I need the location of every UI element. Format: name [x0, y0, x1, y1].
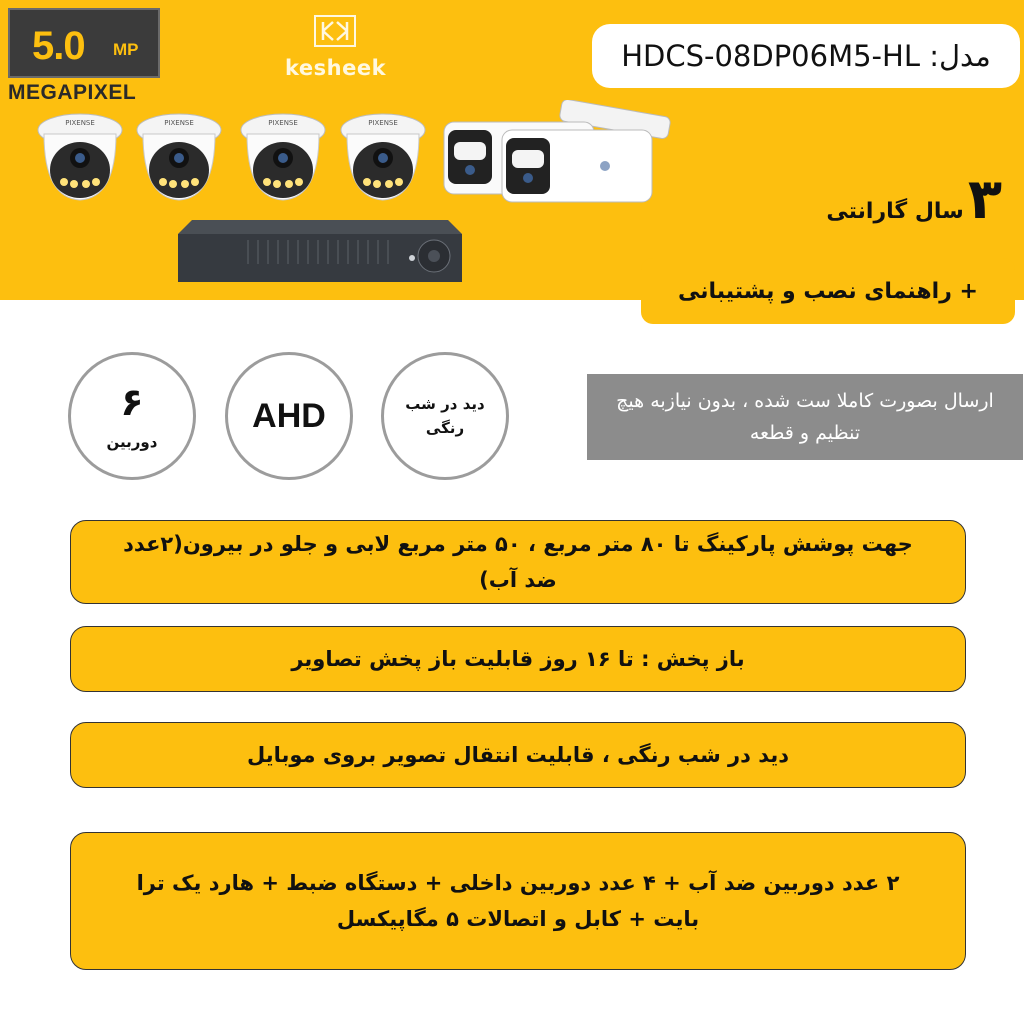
feature-package-contents-text: ۲ عدد دوربین ضد آب + ۴ عدد دوربین داخلی + دستگاه ضبط + هارد یک ترا بایت + کابل و اتصالات ۵ مگاپیکسل: [136, 871, 900, 931]
feature-coverage: [70, 520, 966, 604]
feature-coverage-text: جهت پوشش پارکینگ تا ۸۰ متر مربع ، ۵۰ متر مربع لابی و جلو در بیرون(۲عدد ضد آب): [123, 532, 913, 592]
camera-count-circle: [68, 352, 196, 480]
night-vision-label: دید در شب رنگی: [405, 395, 485, 437]
megapixel-word: MEGAPIXEL: [8, 81, 137, 104]
svg-text:PIXENSE: PIXENSE: [268, 119, 298, 127]
warranty: [826, 167, 1002, 232]
model-label: [592, 24, 1020, 88]
camera-count: ۶: [120, 380, 144, 424]
dome-camera-icon: [133, 108, 225, 204]
dvr-recorder-icon: [178, 220, 462, 282]
svg-text:PIXENSE: PIXENSE: [65, 119, 95, 127]
svg-text:PIXENSE: PIXENSE: [368, 119, 398, 127]
svg-text:PIXENSE: PIXENSE: [164, 119, 194, 127]
support-text: + راهنمای نصب و پشتیبانی: [678, 278, 978, 304]
tech-circle: [225, 352, 353, 480]
feature-playback-text: باز پخش : تا ۱۶ روز قابلیت باز پخش تصاویر: [291, 647, 745, 671]
shipping-note-text: ارسال بصورت کاملا ست شده ، بدون نیازبه هیچ تنظیم و قطعه: [616, 390, 994, 444]
tech-label: AHD: [252, 396, 326, 435]
support-pill: [641, 258, 1015, 324]
warranty-text: سال گارانتی: [826, 199, 964, 224]
camera-count-label: دوربین: [106, 433, 158, 451]
warranty-number: ۳: [967, 167, 1002, 232]
bullet-camera-icon: [440, 100, 675, 204]
megapixel-value: 5.0: [32, 24, 85, 68]
shipping-note: [587, 374, 1023, 460]
night-vision-circle: [381, 352, 509, 480]
megapixel-unit: MP: [113, 40, 139, 59]
feature-night-mobile: [70, 722, 966, 788]
kesheek-logo-icon: [313, 14, 357, 48]
megapixel-badge: [8, 8, 160, 78]
model-text: مدل: HDCS-08DP06M5-HL: [621, 39, 991, 73]
dome-camera-icon: [237, 108, 329, 204]
feature-playback: [70, 626, 966, 692]
brand-name: kesheek: [285, 56, 387, 80]
feature-night-mobile-text: دید در شب رنگی ، قابلیت انتقال تصویر بروی موبایل: [246, 743, 790, 767]
dome-camera-icon: [34, 108, 126, 204]
dome-camera-icon: [337, 108, 429, 204]
feature-package-contents: [70, 832, 966, 970]
